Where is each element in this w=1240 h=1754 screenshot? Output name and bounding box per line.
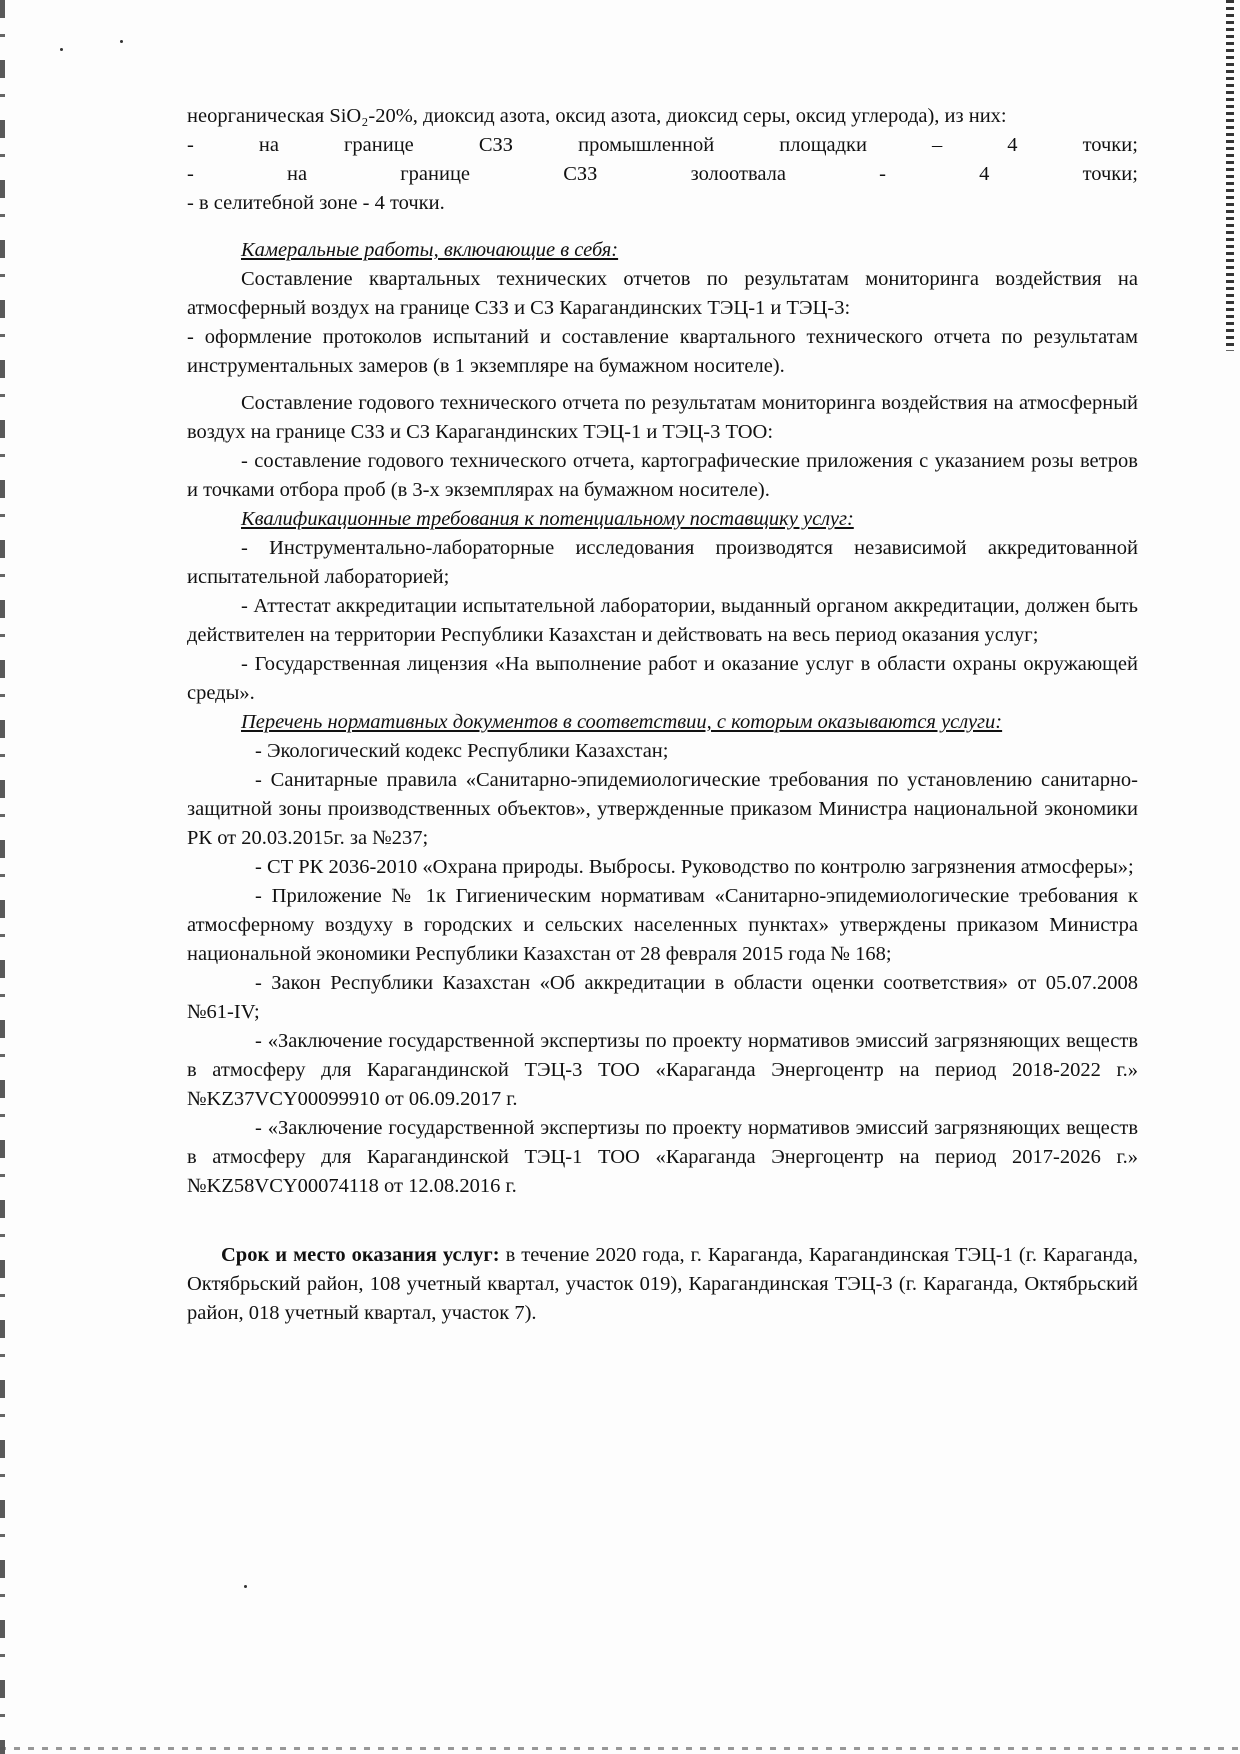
bullet-sanitary-zone-industrial: - на границе СЗЗ промышленной площадки – 4 точки; <box>187 134 1138 156</box>
bullet-residential-zone: - в селитебной зоне - 4 точки. <box>187 192 445 214</box>
normative-item-2: - Санитарные правила «Санитарно-эпидемиологические требования по установлению санитарно-защитной зоны производственных объектов», утвержденные приказом Министра национальной экономики РК от 20.03.2015г. за №237; <box>187 769 1138 849</box>
normative-item-7: - «Заключение государственной экспертизы по проекту нормативов эмиссий загрязняющих веществ в атмосферу для Карагандинской ТЭЦ-1 ТОО «Караганда Энергоцентр на период 2017-2026 г.» №KZ58VCY00074118 от 12.08.2016 г. <box>187 1117 1138 1197</box>
qualification-item-2: - Аттестат аккредитации испытательной лаборатории, выданный органом аккредитации, должен быть действителен на территории Республики Казахстан и действовать на весь период оказания услуг; <box>187 595 1138 646</box>
heading-qualification: Квалификационные требования к потенциальному поставщику услуг: <box>241 508 854 530</box>
para-annual-report: Составление годового технического отчета по результатам мониторинга воздействия на атмосферный воздух на границе СЗЗ и СЗ Карагандинских ТЭЦ-1 и ТЭЦ-3 ТОО: <box>187 392 1138 443</box>
qualification-item-3: - Государственная лицензия «На выполнение работ и оказание услуг в области охраны окружающей среды». <box>187 653 1138 704</box>
normative-item-1: - Экологический кодекс Республики Казахстан; <box>255 740 669 762</box>
scan-speck <box>120 40 123 43</box>
normative-item-6: - «Заключение государственной экспертизы по проекту нормативов эмиссий загрязняющих веществ в атмосферу для Карагандинской ТЭЦ-3 ТОО «Караганда Энергоцентр на период 2018-2022 г.» №KZ37VCY00099910 от 06.09.2017 г. <box>187 1030 1138 1110</box>
heading-cameral-work: Камеральные работы, включающие в себя: <box>241 239 619 261</box>
scan-right-edge <box>1226 0 1234 1754</box>
scan-left-edge <box>0 0 5 1754</box>
scan-bottom-edge <box>0 1747 1240 1750</box>
term-label: Срок и место оказания услуг: <box>221 1244 500 1266</box>
heading-normative-docs: Перечень нормативных документов в соответствии, с которым оказываются услуги: <box>241 711 1003 733</box>
normative-item-3: - СТ РК 2036-2010 «Охрана природы. Выбросы. Руководство по контролю загрязнения атмосферы»; <box>255 856 1134 878</box>
qualification-item-1: - Инструментально-лабораторные исследования производятся независимой аккредитованной испытательной лабораторией; <box>187 537 1138 588</box>
scan-speck <box>244 1585 247 1588</box>
normative-item-4: - Приложение № 1к Гигиеническим нормативам «Санитарно-эпидемиологические требования к атмосферному воздуху в городских и сельских населенных пунктах» утверждены приказом Министра национальной экономики Республики Казахстан от 28 февраля 2015 года № 168; <box>187 885 1138 965</box>
para-annual-item: - составление годового технического отчета, картографические приложения с указанием розы ветров и точками отбора проб (в 3-х экземплярах на бумажном носителе). <box>187 450 1138 501</box>
para-protocols: - оформление протоколов испытаний и составление квартального технического отчета по результатам инструментальных замеров (в 1 экземпляре на бумажном носителе). <box>187 326 1138 377</box>
scan-speck <box>60 48 63 51</box>
para-quarterly-reports: Составление квартальных технических отчетов по результатам мониторинга воздействия на атмосферный воздух на границе СЗЗ и СЗ Карагандинских ТЭЦ-1 и ТЭЦ-3: <box>187 268 1138 319</box>
term-text: в течение 2020 года, г. Караганда, Карагандинская ТЭЦ-1 (г. Караганда, Октябрьский район, 108 учетный квартал, участок 019), Карагандинская ТЭЦ-3 (г. Караганда, Октябрьский район, 018 учетный квартал, участок 7). <box>187 1244 1138 1324</box>
normative-item-5: - Закон Республики Казахстан «Об аккредитации в области оценки соответствия» от 05.07.2008 №61-IV; <box>187 972 1138 1023</box>
document-body <box>187 102 1138 1328</box>
bullet-sanitary-zone-ash: - на границе СЗЗ золоотвала - 4 точки; <box>187 163 1138 185</box>
line-inorganic: неорганическая SiO₂-20%, диоксид азота, оксид азота, диоксид серы, оксид углерода), из них: <box>187 105 1007 127</box>
term-and-place <box>187 1241 1138 1328</box>
